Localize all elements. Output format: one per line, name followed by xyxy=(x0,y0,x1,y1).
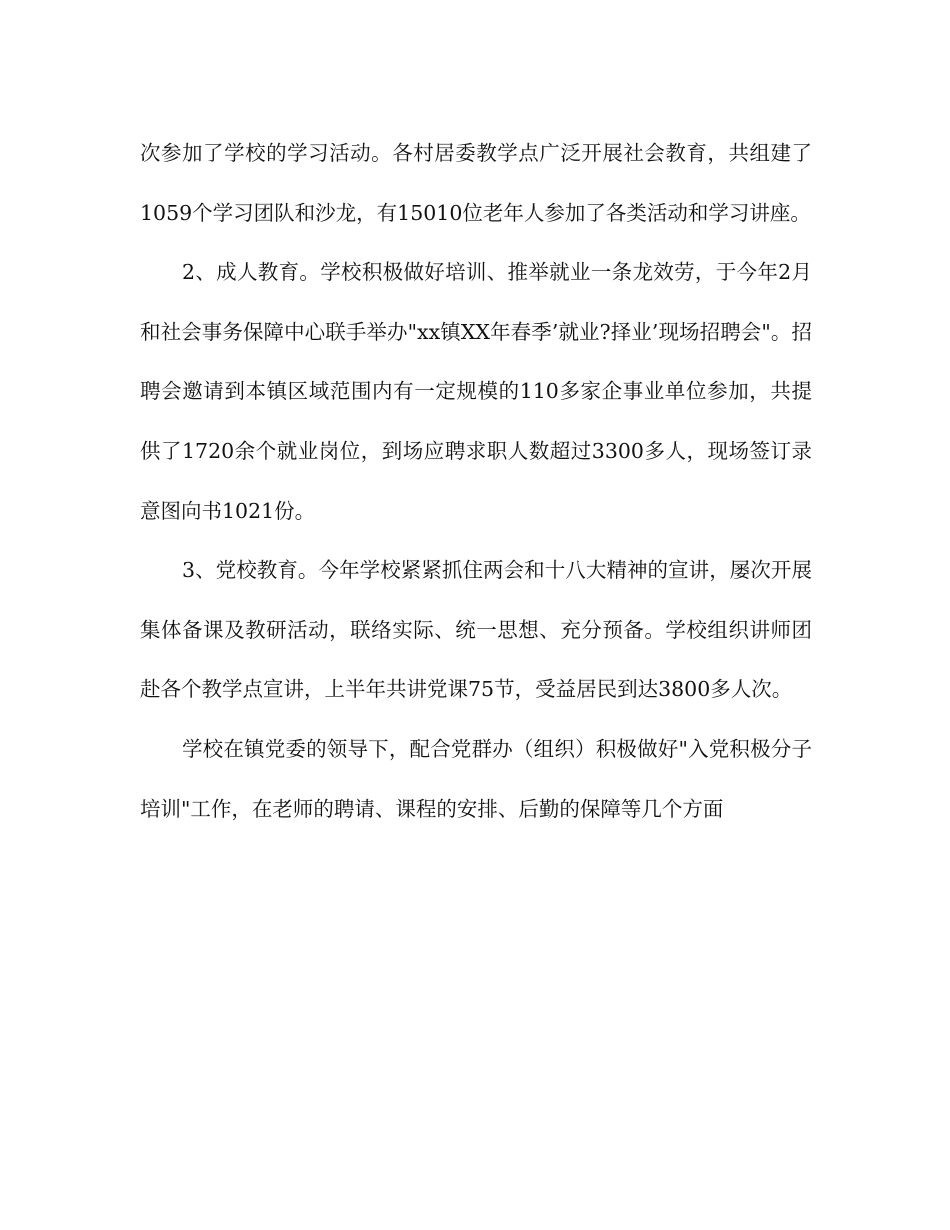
document-body xyxy=(140,124,812,839)
paragraph-adult-education: 2、成人教育。学校积极做好培训、推举就业一条龙效劳，于今年2月和社会事务保障中心联手举办"xx镇XX年春季’就业?择业’现场招聘会"。招聘会邀请到本镇区域范围内有一定规模的110多家企事业单位参加，共提供了1720余个就业岗位，到场应聘求职人数超过3300多人，现场签订录意图向书1021份。 xyxy=(140,260,812,523)
paragraph-party-school-education: 3、党校教育。今年学校紧紧抓住两会和十八大精神的宣讲，屡次开展集体备课及教研活动，联络实际、统一思想、充分预备。学校组织讲师团赴各个教学点宣讲，上半年共讲党课75节，受益居民到达3800多人次。 xyxy=(140,558,812,702)
paragraph-party-activist-training: 学校在镇党委的领导下，配合党群办（组织）积极做好"入党积极分子培训"工作，在老师的聘请、课程的安排、后勤的保障等几个方面 xyxy=(140,736,812,821)
paragraph-continuation: 次参加了学校的学习活动。各村居委教学点广泛开展社会教育，共组建了1059个学习团队和沙龙，有15010位老年人参加了各类活动和学习讲座。 xyxy=(140,141,812,225)
